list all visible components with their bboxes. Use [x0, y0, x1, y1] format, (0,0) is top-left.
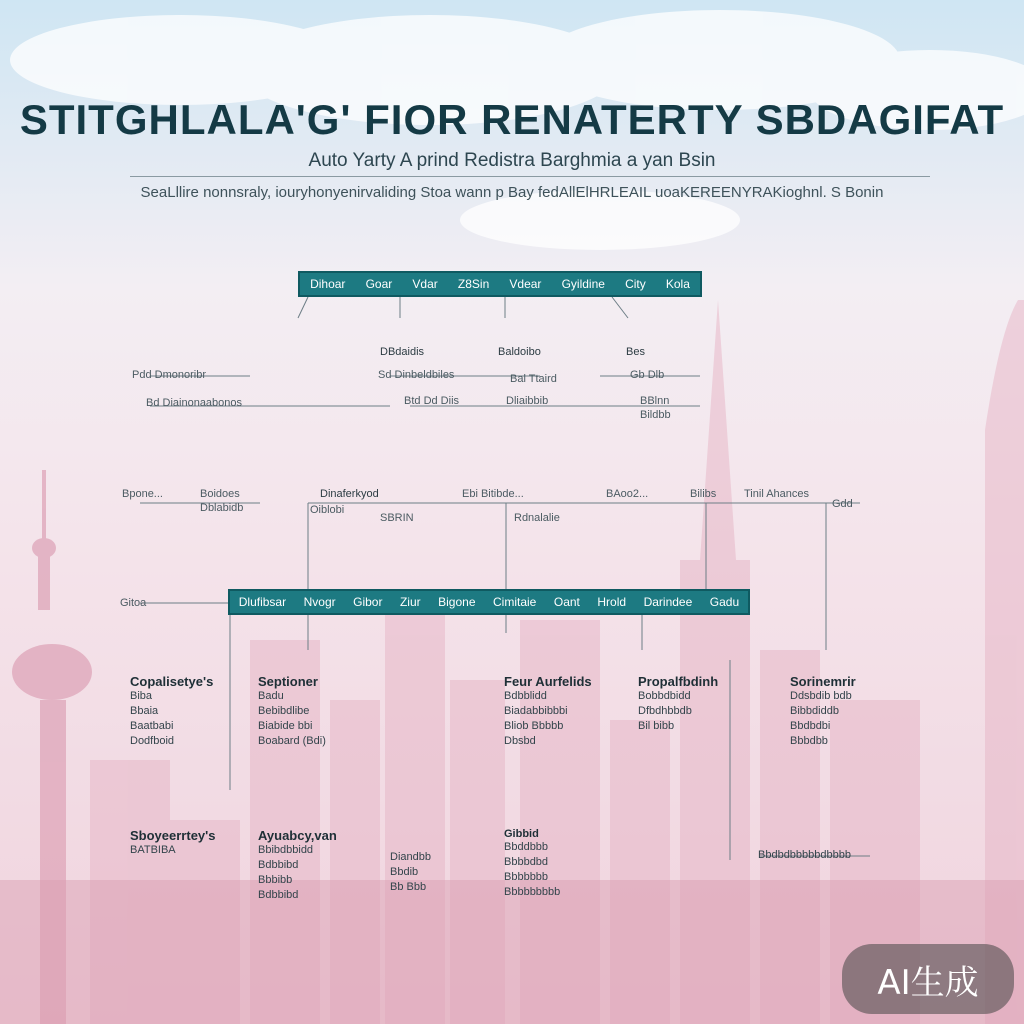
mid-bar-item: Hrold — [597, 595, 627, 609]
tier2-label: Dblabidb — [200, 502, 244, 514]
top-bar-item: Kola — [665, 277, 690, 291]
column-group-row: Ddsbdib bdb — [790, 690, 852, 702]
ai-generated-badge — [842, 944, 1014, 1014]
bottom-group — [390, 850, 431, 895]
bottom-group-row: Bbbbbbbbb — [504, 886, 561, 898]
column-group-row: Biadabbibbbi — [504, 705, 568, 717]
bottom-group-row: BATBIBA — [130, 844, 176, 856]
mid-bar-item: Nvogr — [303, 595, 336, 609]
bottom-group-row: Bbbibb — [258, 874, 293, 886]
bottom-group-row: Bbbbbbb — [504, 871, 549, 883]
tier1-label: BBlnn — [640, 395, 670, 407]
column-group-row: Boabard (Bdi) — [258, 735, 326, 747]
column-group-row: Bliob Bbbbb — [504, 720, 564, 732]
tier1-label: Dliaibbib — [506, 395, 549, 407]
bottom-group — [758, 848, 851, 863]
tier1-label: Bildbb — [640, 409, 671, 421]
tier2-label: Ebi Bitibde... — [462, 488, 524, 500]
bottom-group-row: Bbdib — [390, 866, 419, 878]
column-group-row: Biabide bbi — [258, 720, 313, 732]
mid-bar-item: Cimitaie — [493, 595, 537, 609]
title-rule — [130, 176, 930, 177]
top-bar-item: City — [625, 277, 646, 291]
tier1-label: Btd Dd Diis — [404, 395, 460, 407]
top-bar-item: Dihoar — [310, 277, 346, 291]
column-group-row: Bbaia — [130, 705, 159, 717]
column-group-row: Biba — [130, 690, 153, 702]
column-group — [790, 674, 856, 749]
tier1-label: DBdaidis — [380, 346, 425, 358]
tier2-label: SBRIN — [380, 512, 414, 524]
mid-bar-item: Gibor — [353, 595, 383, 609]
bottom-group-title: Ayuabcy,van — [258, 828, 337, 843]
tier1-label: Baldoibo — [498, 346, 541, 358]
bottom-group-row: Bdbbibd — [258, 859, 299, 871]
column-group-title: Propalfbdinh — [638, 674, 719, 689]
column-group-title: Sorinemrir — [790, 674, 856, 689]
tier2-label: BAoo2... — [606, 488, 649, 500]
column-group-row: Bdbblidd — [504, 690, 547, 702]
column-group — [130, 674, 213, 749]
page-tagline: SeaLllire nonnsraly, iouryhonyenirvaliding Stoa wann p Bay fedAllElHRLEAIL uoaKEREENYRAKioghnl. S Bonin — [140, 184, 884, 201]
tier1-label: Sd Dinbeldbiles — [378, 369, 455, 381]
column-group-title: Copalisetye's — [130, 674, 214, 689]
mid-bar-item: Gadu — [709, 595, 740, 609]
column-group — [638, 674, 718, 734]
mid-bar-item: Dlufibsar — [238, 595, 287, 609]
mid-bar-item: Bigone — [438, 595, 476, 609]
column-group-row: Bbdbdbi — [790, 720, 831, 732]
bottom-group-row: Bbibdbbidd — [258, 844, 314, 856]
column-group — [258, 674, 326, 749]
bottom-group-title: Sboyeerrtey's — [130, 828, 216, 843]
tier1-label: Bal Ttaird — [510, 373, 557, 385]
bottom-group — [258, 828, 337, 903]
column-group-row: Badu — [258, 690, 284, 702]
tier2-label: Dinaferkyod — [320, 488, 379, 500]
column-group-row: Bbbdbb — [790, 735, 828, 747]
column-group — [504, 674, 592, 749]
top-bar-item: Vdear — [509, 277, 542, 291]
bottom-group-row: Bbdbdbbbbbdbbbb — [758, 849, 851, 861]
column-group-row: Bobbdbidd — [638, 690, 691, 702]
tier2-label: Rdnalalie — [514, 512, 560, 524]
tier2-label: Bpone... — [122, 488, 163, 500]
column-group-row: Bebibdlibe — [258, 705, 310, 717]
bottom-group-row: Diandbb — [390, 851, 431, 863]
tier1-label: Gb Dlb — [630, 369, 665, 381]
bottom-group — [504, 828, 560, 900]
mid-bar-item: Oant — [553, 595, 580, 609]
ai-generated-badge-label: AI生成 — [877, 962, 979, 1003]
mid-bar-item: Darindee — [643, 595, 693, 609]
column-group-row: Bil bibb — [638, 720, 675, 732]
mid-bar-item: Ziur — [399, 595, 421, 609]
top-bar-item: Goar — [365, 277, 393, 291]
bottom-group-row: Bdbbibd — [258, 889, 299, 901]
top-category-bar — [298, 271, 702, 297]
top-bar-item: Gyildine — [561, 277, 605, 291]
tier2-label: Gdd — [832, 498, 853, 510]
bottom-group — [130, 828, 215, 858]
tier2-label: Boidoes — [200, 488, 240, 500]
tier1-label: Bd Diainonaabonos — [146, 397, 243, 409]
column-group-title: Septioner — [258, 674, 318, 689]
bottom-group-title: Gibbid — [504, 828, 539, 840]
column-group-row: Bibbdiddb — [790, 705, 839, 717]
top-bar-item: Vdar — [412, 277, 438, 291]
column-group-row: Dbsbd — [504, 735, 536, 747]
column-group-row: Dodfboid — [130, 735, 175, 747]
bottom-group-row: Bbddbbb — [504, 841, 549, 853]
side-label: Gitoa — [120, 597, 147, 609]
bottom-group-row: Bb Bbb — [390, 881, 427, 893]
tier1-label: Bes — [626, 346, 645, 358]
page-title: STITGHLALA'G' FIOR RENATERTY SBDAGIFAT — [19, 96, 1005, 143]
tier2-label: Oiblobi — [310, 504, 345, 516]
tier2-label: Tinil Ahances — [744, 488, 810, 500]
tier2-label: Bilibs — [690, 488, 717, 500]
mid-category-bar — [228, 589, 750, 615]
column-group-row: Baatbabi — [130, 720, 174, 732]
page-subtitle: Auto Yarty A prind Redistra Barghmia a yan Bsin — [308, 150, 716, 171]
bottom-group-row: Bbbbdbd — [504, 856, 549, 868]
column-group-row: Dfbdhbbdb — [638, 705, 692, 717]
tier1-label: Pdd Dmonoribr — [132, 369, 206, 381]
top-bar-item: Z8Sin — [457, 277, 490, 291]
column-group-title: Feur Aurfelids — [504, 674, 592, 689]
